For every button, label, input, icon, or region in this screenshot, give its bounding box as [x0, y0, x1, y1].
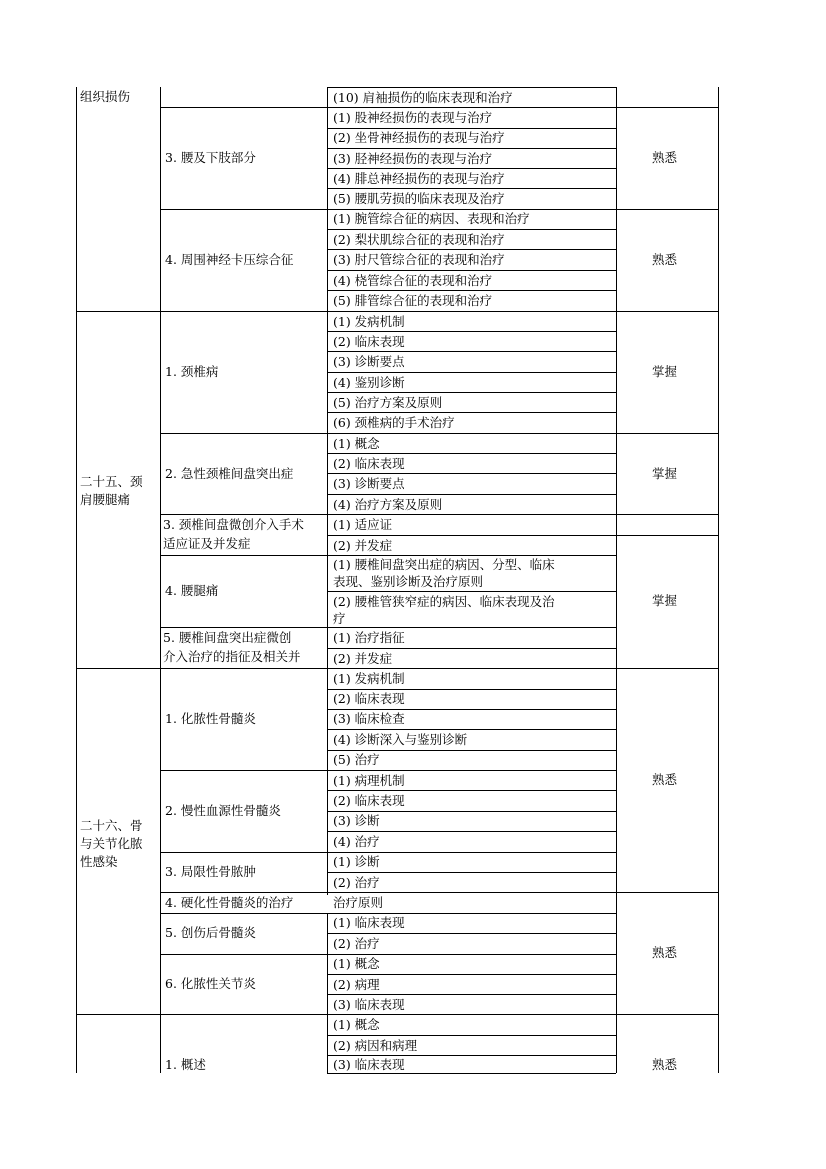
item-text: (4) 治疗方案及原则 — [333, 497, 443, 512]
item-text: (3) 临床表现 — [333, 997, 405, 1012]
level-label: 熟悉 — [652, 945, 678, 960]
col-divider-1 — [160, 87, 161, 1073]
col-divider-2b — [327, 913, 328, 1073]
item-text: (2) 临床表现 — [333, 334, 405, 349]
subsection-name: 5. 腰椎间盘突出症微创 — [163, 630, 292, 645]
item-text: (2) 并发症 — [333, 651, 393, 666]
col-divider-3 — [616, 87, 617, 1073]
subsection-name: 2. 慢性血源性骨髓炎 — [165, 803, 281, 818]
item-text: (1) 概念 — [333, 956, 380, 971]
item-text: (1) 临床表现 — [333, 915, 405, 930]
subsection-name: 适应证及并发症 — [163, 536, 251, 551]
item-text: (2) 并发症 — [333, 538, 393, 553]
item-text: 疗 — [333, 611, 346, 626]
item-text: (1) 股神经损伤的表现与治疗 — [333, 110, 493, 125]
item-text: (3) 诊断 — [333, 813, 380, 828]
item-text: (5) 治疗方案及原则 — [333, 395, 443, 410]
item-text: (5) 治疗 — [333, 752, 380, 767]
category-label: 性感染 — [80, 854, 118, 869]
item-text: (4) 鉴别诊断 — [333, 375, 405, 390]
item-text: (3) 诊断要点 — [333, 476, 405, 491]
item-text: (4) 诊断深入与鉴别诊断 — [333, 732, 468, 747]
category-label: 二十五、颈 — [80, 474, 143, 489]
subsection-name: 3. 颈椎间盘微创介入手术 — [163, 517, 304, 532]
item-text: (1) 腕管综合征的病因、表现和治疗 — [333, 211, 530, 226]
item-text: (1) 适应证 — [333, 517, 393, 532]
item-text: (4) 腓总神经损伤的表现与治疗 — [333, 171, 505, 186]
item-text: 表现、鉴别诊断及治疗原则 — [333, 574, 484, 589]
subsection-name: 5. 创伤后骨髓炎 — [165, 925, 256, 940]
item-text: (10) 肩袖损伤的临床表现和治疗 — [333, 90, 513, 105]
item-text: (1) 病理机制 — [333, 773, 405, 788]
subsection-name: 4. 腰腿痛 — [165, 583, 219, 598]
item-text: (2) 临床表现 — [333, 691, 405, 706]
category-label: 组织损伤 — [80, 89, 131, 104]
item-text: (1) 诊断 — [333, 854, 380, 869]
item-text: (2) 坐骨神经损伤的表现与治疗 — [333, 130, 505, 145]
subsection-name: 4. 硬化性骨髓炎的治疗 — [165, 895, 294, 910]
item-text: (1) 概念 — [333, 436, 380, 451]
item-text: (2) 治疗 — [333, 936, 380, 951]
category-label: 与关节化脓 — [80, 836, 143, 851]
item-text: (1) 治疗指征 — [333, 630, 405, 645]
item-text: (4) 桡管综合征的表现和治疗 — [333, 273, 493, 288]
category-label: 肩腰腿痛 — [80, 492, 131, 507]
level-label: 熟悉 — [652, 150, 678, 165]
item-text: (3) 胫神经损伤的表现与治疗 — [333, 151, 493, 166]
subsection-name: 3. 腰及下肢部分 — [165, 150, 256, 165]
item-text: (2) 治疗 — [333, 875, 380, 890]
item-text: (1) 发病机制 — [333, 671, 405, 686]
item-text: (5) 腰肌劳损的临床表现及治疗 — [333, 191, 505, 206]
level-label: 熟悉 — [652, 252, 678, 267]
item-text: (2) 病因和病理 — [333, 1038, 418, 1053]
item-text: (2) 临床表现 — [333, 456, 405, 471]
table-border-right — [718, 87, 719, 1073]
item-text: (2) 梨状肌综合征的表现和治疗 — [333, 232, 505, 247]
subsection-name: 4. 周围神经卡压综合征 — [165, 252, 294, 267]
subsection-name: 6. 化脓性关节炎 — [165, 976, 256, 991]
subsection-name: 3. 局限性骨脓肿 — [165, 864, 256, 879]
level-label: 熟悉 — [652, 1057, 678, 1072]
level-label: 掌握 — [652, 593, 678, 608]
item-text: (3) 临床检查 — [333, 711, 405, 726]
level-label: 掌握 — [652, 364, 678, 379]
item-text: (2) 病理 — [333, 977, 380, 992]
item-text: (5) 腓管综合征的表现和治疗 — [333, 293, 493, 308]
item-text: (3) 临床表现 — [333, 1057, 405, 1072]
item-text: (1) 发病机制 — [333, 314, 405, 329]
subsection-name: 1. 化脓性骨髓炎 — [165, 711, 256, 726]
subsection-name: 1. 颈椎病 — [165, 364, 219, 379]
item-text: (3) 肘尺管综合征的表现和治疗 — [333, 252, 505, 267]
subsection-name: 1. 概述 — [165, 1057, 206, 1072]
item-text: (6) 颈椎病的手术治疗 — [333, 415, 455, 430]
category-label: 二十六、骨 — [80, 818, 143, 833]
item-text: (2) 临床表现 — [333, 793, 405, 808]
item-text: (4) 治疗 — [333, 834, 380, 849]
item-text: (1) 腰椎间盘突出症的病因、分型、临床 — [333, 557, 555, 572]
item-text: (3) 诊断要点 — [333, 354, 405, 369]
level-label: 熟悉 — [652, 772, 678, 787]
item-text: (1) 概念 — [333, 1017, 380, 1032]
level-label: 掌握 — [652, 466, 678, 481]
table-border-left — [76, 87, 77, 1073]
item-text: (2) 腰椎管狭窄症的病因、临床表现及治 — [333, 594, 555, 609]
item-text: 治疗原则 — [333, 895, 384, 910]
subsection-name: 2. 急性颈椎间盘突出症 — [165, 466, 294, 481]
subsection-name: 介入治疗的指征及相关并 — [163, 649, 301, 664]
